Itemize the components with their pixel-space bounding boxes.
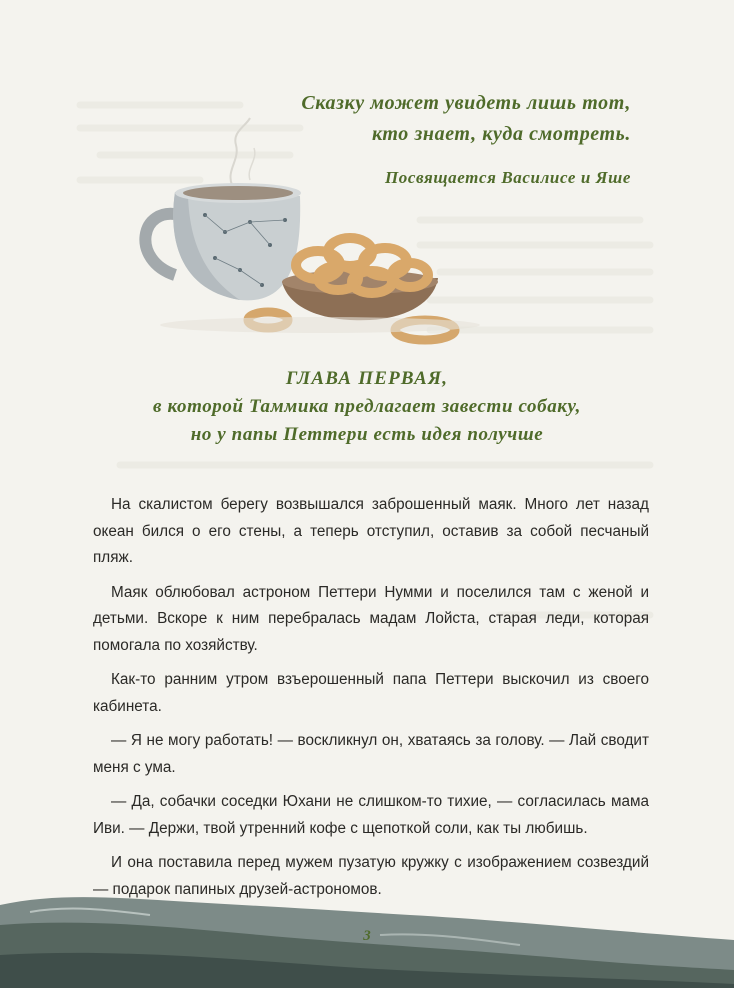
chapter-subtitle: в которой Таммика предлагает завести собаку, — [153, 396, 581, 417]
body-text — [93, 492, 649, 911]
epigraph-line: кто знает, куда смотреть. — [371, 123, 631, 145]
epigraph — [301, 88, 631, 150]
mug — [173, 183, 301, 300]
chapter-heading — [0, 365, 734, 449]
dedication: Посвящается Василисе и Яше — [384, 168, 631, 187]
chapter-title: ГЛАВА ПЕРВАЯ, — [285, 368, 449, 389]
paragraph: На скалистом берегу возвышался заброшенный маяк. Много лет назад океан бился о его стены, а теперь отступил, оставив за собой песчаный пляж. — [93, 496, 649, 566]
paragraph: И она поставила перед мужем пузатую кружку с изображением созвездий — подарок папиных друзей-астрономов. — [93, 854, 649, 898]
epigraph-line: Сказку может увидеть лишь тот, — [301, 92, 631, 114]
page-number: 3 — [363, 928, 371, 944]
paragraph: — Я не могу работать! — воскликнул он, хватаясь за голову. — Лай сводит меня с ума. — [93, 732, 649, 776]
table-shadow — [160, 317, 480, 333]
paragraph: Как-то ранним утром взъерошенный папа Петтери выскочил из своего кабинета. — [93, 671, 649, 715]
paragraph: Маяк облюбовал астроном Петтери Нумми и поселился там с женой и детьми. Вскоре к ним перебралась мадам Лойста, старая леди, которая помогала по хозяйству. — [93, 583, 649, 654]
chapter-subtitle: но у папы Петтери есть идея получше — [190, 424, 544, 445]
paragraph: — Да, собачки соседки Юхани не слишком-то тихие, — согласилась мама Иви. — Держи, твой утренний кофе с щепоткой соли, как ты любишь. — [93, 793, 649, 837]
